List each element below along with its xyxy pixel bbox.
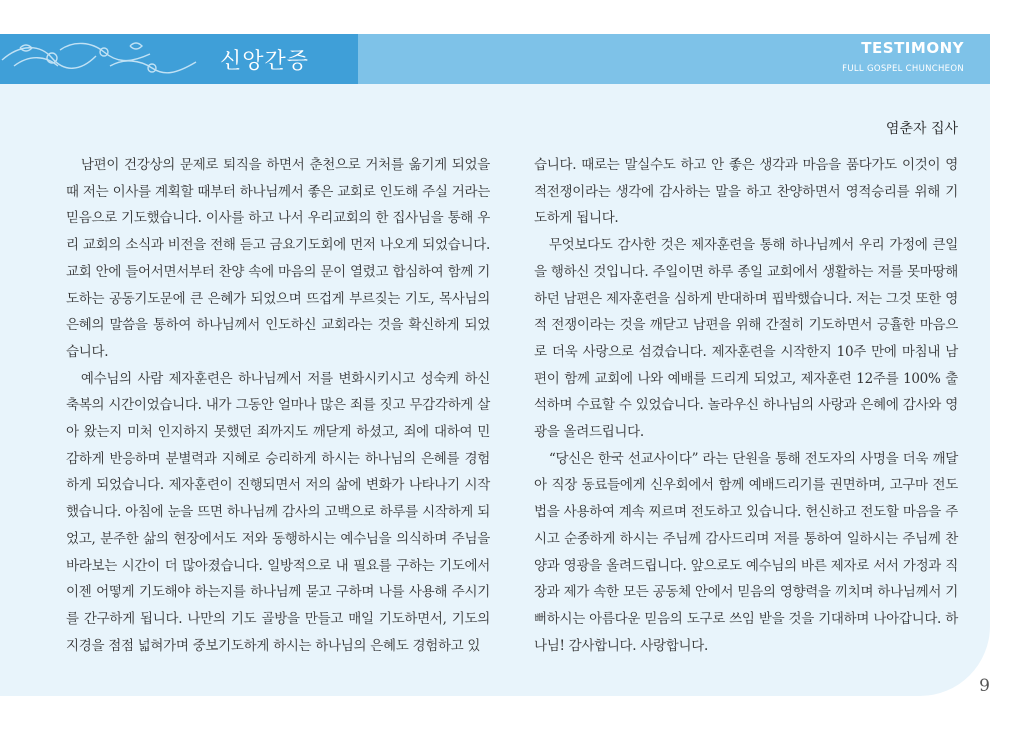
page-number: 9 <box>979 676 990 696</box>
text-column-right <box>534 152 958 659</box>
decorative-swirl-icon <box>0 36 200 82</box>
author-name: 염춘자 집사 <box>885 121 958 137</box>
text-column-left <box>66 152 490 659</box>
paragraph: “당신은 한국 선교사이다” 라는 단원을 통해 전도자의 사명을 더욱 깨달아 직장 동료들에게 신우회에서 함께 예배드리기를 권면하며, 고구마 전도법을 사용하여 계속 찌르며 전도하고 있습니다. 헌신하고 전도할 마음을 주시고 순종하게 하시는 주님께 감사드리며 저를 통하여 일하시는 주님께 찬양과 영광을 올려드립니다. 앞으로도 예수님의 바른 제자로 서서 가정과 직장과 제가 속한 모든 공동체 안에서 믿음의 영향력을 끼치며 하나님께서 기뻐하시는 아름다운 믿음의 도구로 쓰임 받을 것을 기대하며 나아갑니다. 하나님! 감사합니다. 사랑합니다. <box>534 450 958 654</box>
paragraph: 무엇보다도 감사한 것은 제자훈련을 통해 하나님께서 우리 가정에 큰일을 행하신 것입니다. 주일이면 하루 종일 교회에서 생활하는 저를 못마땅해 하던 남편은 제자훈련을 심하게 반대하며 핍박했습니다. 저는 그것 또한 영적 전쟁이라는 것을 깨닫고 남편을 위해 간절히 기도하면서 긍휼한 마음으로 더욱 사랑으로 섬겼습니다. 제자훈련을 시작한지 10주 만에 마침내 남편이 함께 교회에 나와 예배를 드리게 되었고, 제자훈련 12주를 100% 출석하며 수료할 수 있었습니다. 놀라우신 하나님의 사랑과 은혜에 감사와 영광을 올려드립니다. <box>534 237 958 441</box>
paragraph: 예수님의 사람 제자훈련은 하나님께서 저를 변화시키시고 성숙케 하신 축복의 시간이었습니다. 내가 그동안 얼마나 많은 죄를 짓고 무감각하게 살아 왔는지 미처 인지하지 못했던 죄까지도 깨닫게 하셨고, 죄에 대하여 민감하게 반응하며 분별력과 지혜로 승리하게 하시는 하나님의 은혜를 경험하게 되었습니다. 제자훈련이 진행되면서 저의 삶에 변화가 나타나기 시작했습니다. 아침에 눈을 뜨면 하나님께 감사의 고백으로 하루를 시작하게 되었고, 분주한 삶의 현장에서도 저와 동행하시는 예수님을 의식하며 주님을 바라보는 시간이 더 많아졌습니다. 일방적으로 내 필요를 구하는 기도에서 이젠 어떻게 기도해야 하는지를 하나님께 묻고 구하며 나를 사용해 주시기를 간구하게 됩니다. 나만의 기도 골방을 만들고 매일 기도하면서, 기도의 지경을 점점 넓혀가며 중보기도하게 하시는 하나님의 은혜도 경험하고 있 <box>66 370 490 654</box>
testimony-label: TESTIMONY <box>861 39 964 57</box>
church-name: FULL GOSPEL CHUNCHEON <box>842 64 964 74</box>
section-title: 신앙간증 <box>220 49 310 74</box>
paragraph: 남편이 건강상의 문제로 퇴직을 하면서 춘천으로 거처를 옮기게 되었을 때 저는 이사를 계획할 때부터 하나님께서 좋은 교회로 인도해 주실 거라는 믿음으로 기도했습니다. 이사를 하고 나서 우리교회의 한 집사님을 통해 우리 교회의 소식과 비전을 전해 듣고 금요기도회에 먼저 나오게 되었습니다. 교회 안에 들어서면서부터 찬양 속에 마음의 문이 열렸고 합심하여 함께 기도하는 공동기도문에 큰 은혜가 되었으며 뜨겁게 부르짖는 기도, 목사님의 은혜의 말씀을 통하여 하나님께서 인도하신 교회라는 것을 확신하게 되었습니다. <box>66 157 490 360</box>
paragraph: 습니다. 때로는 말실수도 하고 안 좋은 생각과 마음을 품다가도 이것이 영적전쟁이라는 생각에 감사하는 말을 하고 찬양하면서 영적승리를 위해 기도하게 됩니다. <box>534 157 958 227</box>
